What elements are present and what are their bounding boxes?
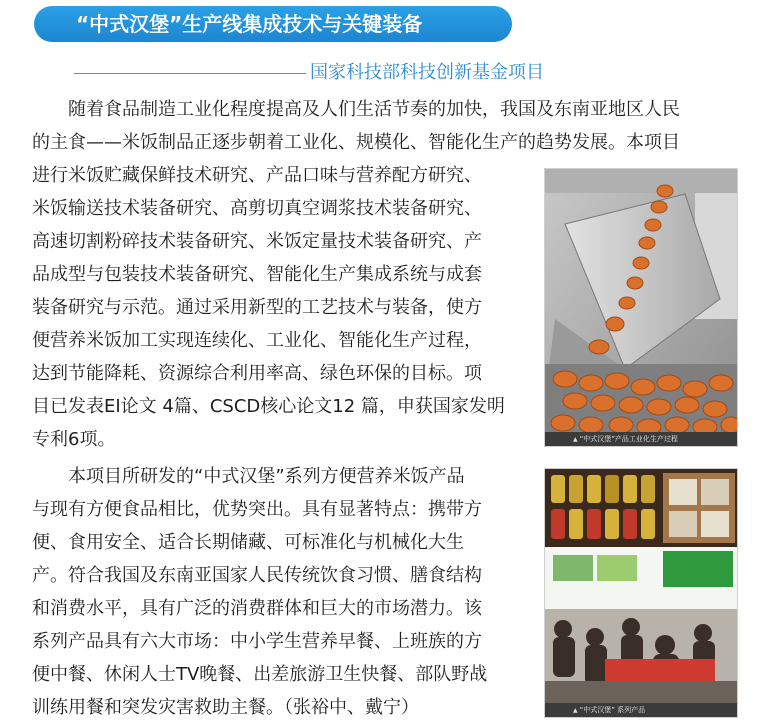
title-bar: [34, 6, 512, 42]
paragraph1-line: 的主食——米饭制品正逐步朝着工业化、规模化、智能化生产的趋势发展。本项目: [32, 132, 680, 153]
paragraph2-line: 系列产品具有六大市场：中小学生营养早餐、上班族的方: [32, 631, 482, 652]
photo1-caption-bar: [545, 432, 737, 446]
page-title: “中式汉堡”生产线集成技术与关键装备: [76, 12, 423, 36]
paragraph1-line: 装备研究与示范。通过采用新型的工艺技术与装备，使方: [32, 297, 482, 318]
photo2-caption: “中式汉堡” 系列产品: [579, 706, 646, 714]
paragraph2-line: 与现有方便食品相比，优势突出。具有显著特点：携带方: [32, 499, 482, 520]
subtitle-row: [74, 61, 544, 85]
caption-triangle-icon: ▲: [573, 436, 578, 443]
caption-triangle-icon: ▲: [573, 707, 578, 714]
paragraph1-line: 米饭输送技术装备研究、高剪切真空调浆技术装备研究、: [32, 198, 482, 219]
product-series-illustration: [545, 469, 738, 718]
paragraph1-line: 达到节能降耗、资源综合利用率高、绿色环保的目标。项: [32, 363, 482, 384]
paragraph1-line: 随着食品制造工业化程度提高及人们生活节奏的加快，我国及东南亚地区人民: [68, 99, 680, 120]
paragraph1-line: 进行米饭贮藏保鲜技术研究、产品口味与营养配方研究、: [32, 165, 482, 186]
paragraph1-line: 品成型与包装技术装备研究、智能化生产集成系统与成套: [32, 264, 482, 285]
page-subtitle: 国家科技部科技创新基金项目: [310, 62, 544, 83]
paragraph1-line: 高速切割粉碎技术装备研究、米饭定量技术装备研究、产: [32, 231, 482, 252]
paragraph2-line: 训练用餐和突发灾害救助主餐。（张裕中、戴宁）: [32, 697, 419, 718]
paragraph2-line: 便、食用安全、适合长期储藏、可标准化与机械化大生: [32, 532, 464, 553]
production-line-photo: [544, 168, 738, 447]
paragraph2-line: 便中餐、休闲人士TV晚餐、出差旅游卫生快餐、部队野战: [32, 664, 488, 685]
subtitle-rule: [74, 73, 306, 74]
photo2-caption-bar: [545, 703, 737, 717]
paragraph2-line: 产。符合我国及东南亚国家人民传统饮食习惯、膳食结构: [32, 565, 482, 586]
paragraph1-line: 目已发表EI论文 4篇、CSCD核心论文12 篇，申获国家发明: [32, 396, 505, 417]
product-series-photo: [544, 468, 738, 718]
paragraph1-line: 便营养米饭加工实现连续化、工业化、智能化生产过程，: [32, 330, 482, 351]
photo1-caption: “中式汉堡”产品工业化生产过程: [579, 435, 678, 443]
production-line-illustration: [545, 169, 738, 447]
paragraph1-line: 专利6项。: [32, 429, 116, 450]
paragraph2-line: 和消费水平，具有广泛的消费群体和巨大的市场潜力。该: [32, 598, 482, 619]
paragraph2-line: 本项目所研发的“中式汉堡”系列方便营养米饭产品: [68, 466, 465, 487]
